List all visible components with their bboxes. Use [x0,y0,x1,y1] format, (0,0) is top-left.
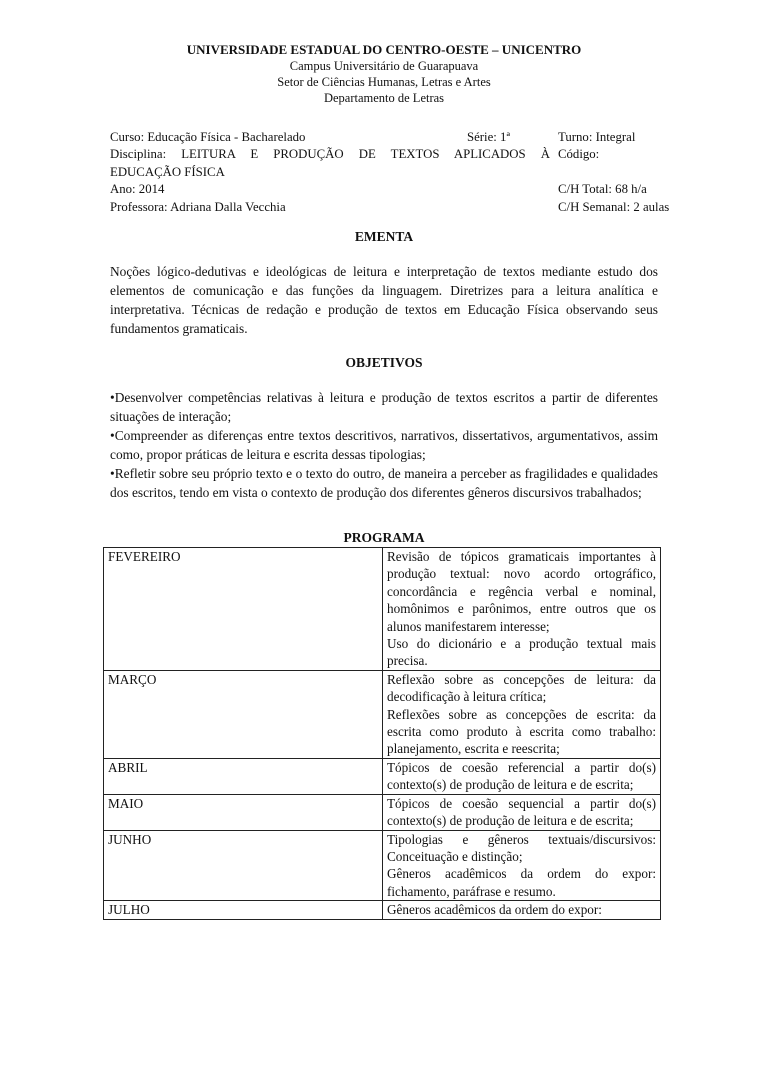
content-cell [383,830,661,901]
ementa-title: EMENTA [354,229,414,244]
campus-name: Campus Universitário de Guarapuava [289,59,479,73]
month-cell: JULHO [104,901,383,919]
total-hours-label: C/H Total: 68 h/a [558,182,647,197]
discipline-line-1: Disciplina: LEITURA E PRODUÇÃO DE TEXTOS APLICADOS À [110,147,550,162]
objective-item: •Desenvolver competências relativas à leitura e produção de textos escritos a partir de diferentes situações de interação; [110,390,658,425]
document-header [0,42,768,106]
content-cell [383,901,661,919]
content-line: Gêneros acadêmicos da ordem do expor: fichamento, paráfrase e resumo. [387,866,656,899]
content-line: Reflexões sobre as concepções de escrita: da escrita como produto à escrita como trabalho: planejamento, escrita e reescrita; [387,706,656,757]
shift-label: Turno: Integral [558,130,636,144]
month-cell: JUNHO [104,830,383,901]
year-label: Ano: 2014 [110,182,165,197]
ementa-paragraph: Noções lógico-dedutivas e ideológicas de leitura e interpretação de textos mediante estudo dos elementos de comunicação e das funções da linguagem. Diretrizes para a leitura analítica e interpretativa. Técnicas de redação e produção de textos em Educação Física observando seus fundamentos gramaticais. [110,264,658,337]
course-label: Curso: Educação Física - Bacharelado [110,130,306,144]
objetivos-list [110,388,658,503]
professor-label: Professora: Adriana Dalla Vecchia [110,199,286,214]
table-row [104,758,661,794]
ementa-text [110,262,658,338]
objetivos-title: OBJETIVOS [345,355,423,370]
content-cell [383,548,661,671]
series-label: Série: 1ª [467,130,510,144]
content-cell [383,670,661,758]
content-line: Gêneros acadêmicos da ordem do expor: [387,902,602,918]
month-cell: FEVEREIRO [104,548,383,671]
table-row [104,794,661,830]
programa-table [103,547,661,920]
table-row [104,670,661,758]
content-line: Revisão de tópicos gramaticais importantes à produção textual: novo acordo ortográfico, concordância e regência verbal e nominal, homônimos e parônimos, entre outros que os alunos manifestarem interesse; [387,549,656,634]
month-cell: ABRIL [104,758,383,794]
objective-item: •Refletir sobre seu próprio texto e o texto do outro, de maneira a perceber as fragilidades e qualidades dos escritos, tendo em vista o contexto de produção dos diferentes gêneros discursivos trabalhados; [110,466,658,501]
content-line: Uso do dicionário e a produção textual mais precisa. [387,636,656,669]
sector-name: Setor de Ciências Humanas, Letras e Artes [277,75,491,89]
content-line: Tipologias e gêneros textuais/discursivos: Conceituação e distinção; [387,831,656,864]
content-line: Reflexão sobre as concepções de leitura: da decodificação à leitura crítica; [387,671,656,705]
content-line: Tópicos de coesão sequencial a partir do(s) contexto(s) de produção de leitura e de escrita; [387,795,656,829]
course-info [110,129,684,216]
discipline-line-2: EDUCAÇÃO FÍSICA [110,164,225,179]
month-cell: MARÇO [104,670,383,758]
content-cell [383,794,661,830]
department-name: Departamento de Letras [323,91,445,105]
objective-item: •Compreender as diferenças entre textos descritivos, narrativos, dissertativos, argumentativos, assim como, propor práticas de leitura e escrita dessas tipologias; [110,428,658,463]
table-row [104,901,661,919]
content-line: Tópicos de coesão referencial a partir do(s) contexto(s) de produção de leitura e de escrita; [387,759,656,793]
content-cell [383,758,661,794]
table-row [104,830,661,901]
programa-title: PROGRAMA [343,530,425,545]
university-name: UNIVERSIDADE ESTADUAL DO CENTRO-OESTE – UNICENTRO [186,42,582,57]
table-row [104,548,661,671]
code-label: Código: [558,147,600,162]
weekly-hours-label: C/H Semanal: 2 aulas [558,199,670,214]
month-cell: MAIO [104,794,383,830]
